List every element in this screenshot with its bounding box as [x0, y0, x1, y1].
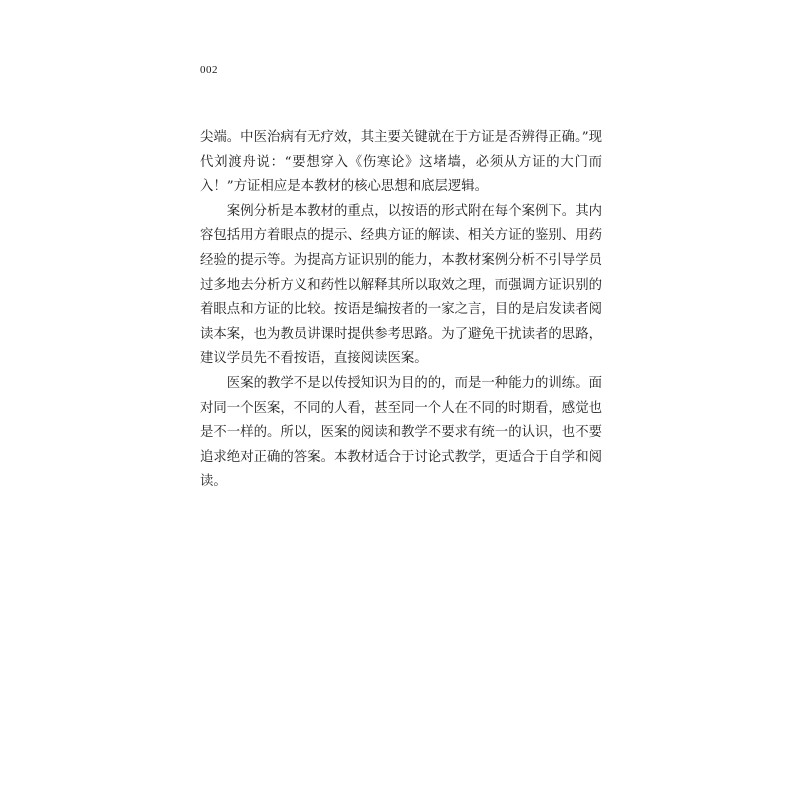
- paragraph-2: 案例分析是本教材的重点，以按语的形式附在每个案例下。其内容包括用方着眼点的提示、经典方证的解读、相关方证的鉴别、用药经验的提示等。为提高方证识别的能力，本教材案例分析不引导学员过多地去分析方义和药性以解释其所以取效之理，而强调方证识别的着眼点和方证的比较。按语是编按者的一家之言，目的是启发读者阅读本案，也为教员讲课时提供参考思路。为了避免干扰读者的思路，建议学员先不看按语，直接阅读医案。: [200, 203, 602, 367]
- paragraph-3: 医案的教学不是以传授知识为目的的，而是一种能力的训练。面对同一个医案，不同的人看，甚至同一个人在不同的时期看，感觉也是不一样的。所以，医案的阅读和教学不要求有统一的认识，也不要追求绝对正确的答案。本教材适合于讨论式教学，更适合于自学和阅读。: [200, 375, 602, 490]
- body-text: [200, 126, 602, 495]
- page-number: 002: [200, 64, 218, 76]
- paragraph-1: 尖端。中医治病有无疗效，其主要关键就在于方证是否辨得正确。”现代刘渡舟说：“要想穿入《伤寒论》这堵墙，必须从方证的大门而入！”方证相应是本教材的核心思想和底层逻辑。: [200, 130, 602, 195]
